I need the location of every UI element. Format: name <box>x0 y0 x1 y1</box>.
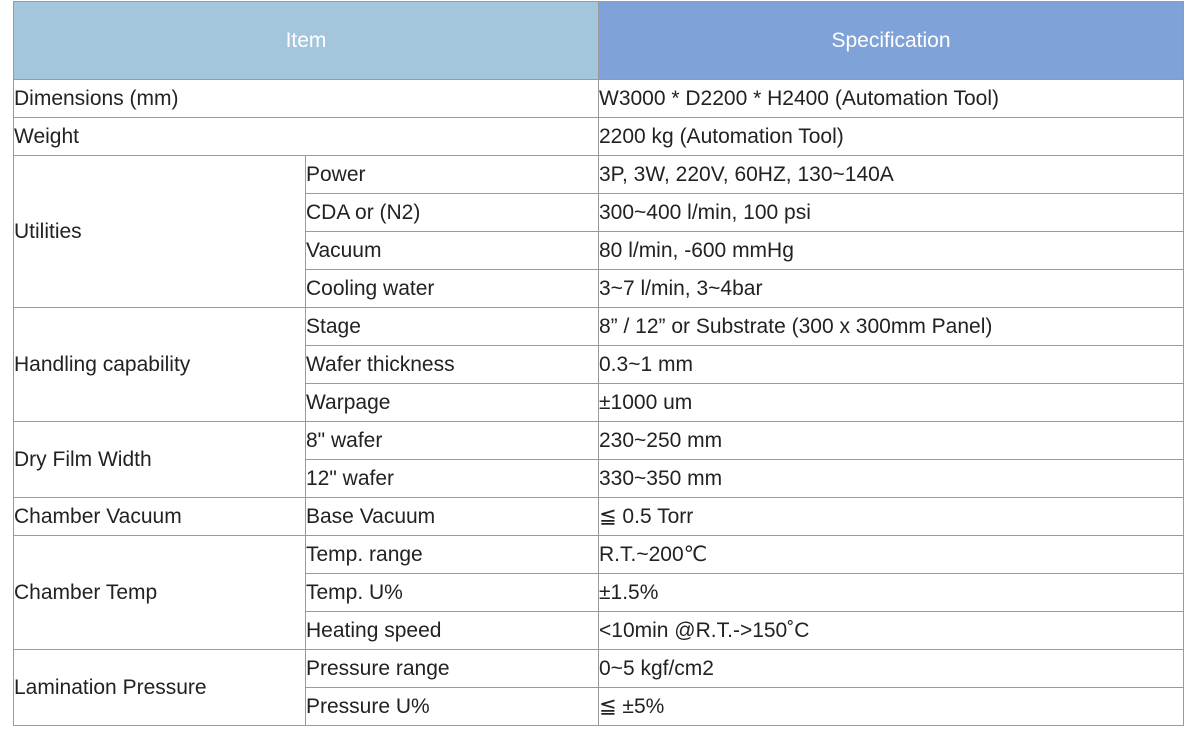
sub-label: CDA or (N2) <box>306 194 599 232</box>
sub-label: 12" wafer <box>306 460 599 498</box>
sub-label: Warpage <box>306 384 599 422</box>
spec-value: ≦ ±5% <box>599 688 1184 726</box>
group-label-utilities: Utilities <box>14 156 306 308</box>
table-row <box>14 80 1184 118</box>
row-label-dimensions: Dimensions (mm) <box>14 80 599 118</box>
sub-label: Base Vacuum <box>306 498 599 536</box>
spec-value: <10min @R.T.->150˚C <box>599 612 1184 650</box>
spec-value: 230~250 mm <box>599 422 1184 460</box>
row-label-weight: Weight <box>14 118 599 156</box>
table-row <box>14 118 1184 156</box>
spec-value: 3~7 l/min, 3~4bar <box>599 270 1184 308</box>
sub-label: Wafer thickness <box>306 346 599 384</box>
spec-value: 0~5 kgf/cm2 <box>599 650 1184 688</box>
spec-value: ≦ 0.5 Torr <box>599 498 1184 536</box>
group-label-dry-film: Dry Film Width <box>14 422 306 498</box>
sub-label: Vacuum <box>306 232 599 270</box>
spec-value: R.T.~200℃ <box>599 536 1184 574</box>
sub-label: Stage <box>306 308 599 346</box>
spec-value: ±1.5% <box>599 574 1184 612</box>
sub-label: Cooling water <box>306 270 599 308</box>
group-label-lamination: Lamination Pressure <box>14 650 306 726</box>
header-row <box>14 2 1184 80</box>
spec-table <box>13 1 1184 726</box>
sub-label: 8" wafer <box>306 422 599 460</box>
group-label-handling: Handling capability <box>14 308 306 422</box>
group-label-chamber-temp: Chamber Temp <box>14 536 306 650</box>
row-spec-dimensions: W3000 * D2200 * H2400 (Automation Tool) <box>599 80 1184 118</box>
table-row <box>14 498 1184 536</box>
spec-value: 80 l/min, -600 mmHg <box>599 232 1184 270</box>
spec-table-container <box>13 1 1184 726</box>
spec-value: 0.3~1 mm <box>599 346 1184 384</box>
sub-label: Heating speed <box>306 612 599 650</box>
table-row <box>14 308 1184 346</box>
sub-label: Power <box>306 156 599 194</box>
spec-value: 330~350 mm <box>599 460 1184 498</box>
header-specification: Specification <box>599 2 1184 80</box>
spec-value: 3P, 3W, 220V, 60HZ, 130~140A <box>599 156 1184 194</box>
sub-label: Pressure U% <box>306 688 599 726</box>
spec-value: 300~400 l/min, 100 psi <box>599 194 1184 232</box>
table-row <box>14 536 1184 574</box>
group-label-chamber-vacuum: Chamber Vacuum <box>14 498 306 536</box>
table-row <box>14 422 1184 460</box>
sub-label: Pressure range <box>306 650 599 688</box>
table-row <box>14 650 1184 688</box>
sub-label: Temp. range <box>306 536 599 574</box>
header-item: Item <box>14 2 599 80</box>
spec-value: 8” / 12” or Substrate (300 x 300mm Panel) <box>599 308 1184 346</box>
sub-label: Temp. U% <box>306 574 599 612</box>
row-spec-weight: 2200 kg (Automation Tool) <box>599 118 1184 156</box>
spec-value: ±1000 um <box>599 384 1184 422</box>
table-row <box>14 156 1184 194</box>
